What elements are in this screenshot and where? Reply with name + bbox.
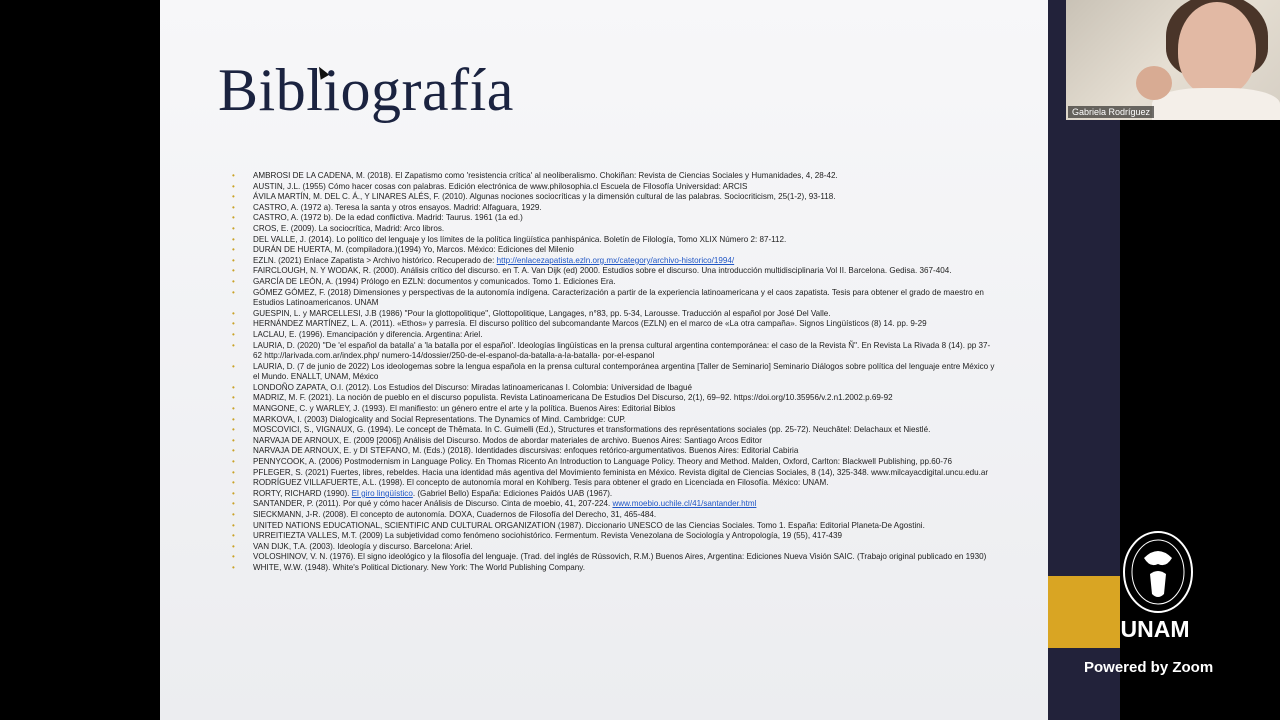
list-item: • PFLEGER, S. (2021) Fuertes, libres, rebeldes. Hacia una identidad más agentiva del Movimiento feminista en México. Revista digital de Ciencias Sociales, 8 (14), 325-348. www.milcayacdigital.uncu.edu.ar bbox=[232, 468, 997, 479]
list-item: • SANTANDER, P. (2011). Por qué y cómo hacer Análisis de Discurso. Cinta de moebio, 41, 207-224. www.moebio.uchile.cl/41/santander.html bbox=[232, 499, 997, 510]
list-item: • CASTRO, A. (1972 a). Teresa la santa y otros ensayos. Madrid: Alfaguara, 1929. bbox=[232, 203, 997, 214]
presentation-slide bbox=[160, 0, 1048, 720]
accent-block bbox=[1048, 576, 1120, 648]
list-item: • AUSTIN, J.L. (1955) Cómo hacer cosas con palabras. Edición electrónica de www.philosophia.cl Escuela de Filosofía Universidad: ARCIS bbox=[232, 182, 997, 193]
list-item: • NARVAJA DE ARNOUX, E. (2009 [2006]) Análisis del Discurso. Modos de abordar materiales de archivo. Buenos Aires: Santiago Arcos Editor bbox=[232, 436, 997, 447]
list-item: • GÓMEZ GÓMEZ, F. (2018) Dimensiones y perspectivas de la autonomía indígena. Caracterización a partir de la experiencia latinoamericana y el caos zapatista. Tesis para obtener el grado de maestro en Estudios Latinoamericanos. UNAM bbox=[232, 288, 997, 309]
unam-crest-icon bbox=[1120, 528, 1196, 616]
list-item: • RODRÍGUEZ VILLAFUERTE, A.L. (1998). El concepto de autonomía moral en Kohlberg. Tesis para obtener el grado en Licenciada en Filosofía. México: UNAM. bbox=[232, 478, 997, 489]
list-item: • MOSCOVICI, S., VIGNAUX, G. (1994). Le concept de Thêmata. In C. Guimelli (Ed.), Structures et transformations des représentations sociales (pp. 25-72). Neuchâtel: Delachaux et Niestlé. bbox=[232, 425, 997, 436]
bibliography-list bbox=[232, 171, 997, 574]
list-item: • FAIRCLOUGH, N. Y WODAK, R. (2000). Análisis crítico del discurso. en T. A. Van Dijk (ed) 2000. Estudios sobre el discurso. Una introducción multidisciplinaria Vol II. Barcelona. Gedisa. 367-404. bbox=[232, 266, 997, 277]
list-item: • NARVAJA DE ARNOUX, E. y DI STEFANO, M. (Eds.) (2018). Identidades discursivas: enfoques retórico-argumentativos. Buenos Aires: Editorial Cabiria bbox=[232, 446, 997, 457]
list-item: • DEL VALLE, J. (2014). Lo político del lenguaje y los límites de la política lingüística panhispánica. Boletín de Filología, Tomo XLIX Número 2: 87-112. bbox=[232, 235, 997, 246]
list-item: • VOLOSHINOV, V. N. (1976). El signo ideológico y la filosofía del lenguaje. (Trad. del inglés de Rússovich, R.M.) Buenos Aires, Argentina: Ediciones Nueva Visión SAIC. (Trabajo original publicado en 1930) bbox=[232, 552, 997, 563]
list-item: • MARKOVA, I. (2003) Dialogicality and Social Representations. The Dynamics of Mind. Cambridge: CUP. bbox=[232, 415, 997, 426]
video-sweater bbox=[1152, 88, 1280, 120]
video-hand bbox=[1136, 66, 1172, 100]
santander-link[interactable]: www.moebio.uchile.cl/41/santander.html bbox=[612, 499, 757, 509]
list-item: • CASTRO, A. (1972 b). De la edad conflictiva. Madrid: Taurus. 1961 (1a ed.) bbox=[232, 213, 997, 224]
list-item: • WHITE, W.W. (1948). White's Political Dictionary. New York: The World Publishing Company. bbox=[232, 563, 997, 574]
list-item: • LONDOÑO ZAPATA, O.I. (2012). Los Estudios del Discurso: Miradas latinoamericanas I. Colombia: Universidad de Ibagué bbox=[232, 383, 997, 394]
ezln-archive-link[interactable]: http://enlacezapatista.ezln.org.mx/category/archivo-historico/1994/ bbox=[496, 255, 735, 265]
list-item: • MADRIZ, M. F. (2021). La noción de pueblo en el discurso populista. Revista Latinoamericana De Estudios Del Discurso, 2(1), 69–92. https://doi.org/10.35956/v.2.n1.2002.p.69-92 bbox=[232, 393, 997, 404]
list-item: • VAN DIJK, T.A. (2003). Ideología y discurso. Barcelona: Ariel. bbox=[232, 542, 997, 553]
slide-title: Bibliografía bbox=[218, 57, 514, 123]
list-item: • GUESPIN, L. y MARCELLESI, J.B (1986) "Pour la glottopolitique", Glottopolitique, Langages, n°83, pp. 5-34, Larousse. Traducción al español por José Del Valle. bbox=[232, 309, 997, 320]
video-face bbox=[1178, 2, 1256, 96]
list-item: • ÁVILA MARTÍN, M. DEL C. Á., Y LINARES ALÉS, F. (2010). Algunas nociones sociocríticas y la dimensión cultural de las palabras. Sociocriticism, 25(1-2), 93-118. bbox=[232, 192, 997, 203]
list-item: • PENNYCOOK, A. (2006) Postmodernism in Language Policy. En Thomas Ricento An Introduction to Language Policy. Theory and Method. Malden, Oxford, Carlton: Blackwell Publishing, pp.60-76 bbox=[232, 457, 997, 468]
powered-by-label: Powered by Zoom bbox=[1084, 659, 1214, 676]
list-item: • AMBROSI DE LA CADENA, M. (2018). El Zapatismo como 'resistencia crítica' al neoliberalismo. Chokiñan: Revista de Ciencias Sociales y Humanidades, 4, 28-42. bbox=[232, 171, 997, 182]
list-item: • UNITED NATIONS EDUCATIONAL, SCIENTIFIC AND CULTURAL ORGANIZATION (1987). Diccionario UNESCO de las Ciencias Sociales. Tomo 1. España: Editorial Planeta-De Agostini. bbox=[232, 521, 997, 532]
rorty-link[interactable]: El giro lingüístico bbox=[351, 488, 413, 498]
participant-video[interactable] bbox=[1066, 0, 1280, 120]
list-item: • SIECKMANN, J-R. (2008). El concepto de autonomía. DOXA, Cuadernos de Filosofía del Derecho, 31, 465-484. bbox=[232, 510, 997, 521]
list-item: • URREITIEZTA VALLES, M.T. (2009) La subjetividad como fenómeno sociohistórico. Fermentum. Revista Venezolana de Sociología y Antropología, 19 (55), 417-439 bbox=[232, 531, 997, 542]
list-item: • LAURIA, D. (2020) "De 'el español da batalla' a 'la batalla por el español'. Ideologías lingüísticas en la prensa cultural argentina contemporánea: el caso de la Revista Ñ". En Revista La Rivada 8 (14). pp 37-62 http://larivada.com.ar/index.php/ numero-14/dossier/250-de-el-espanol-da-batalla-a-la-batalla- por-el-espanol bbox=[232, 341, 997, 362]
org-logo-text: UNAM bbox=[1120, 616, 1190, 642]
list-item: • MANGONE, C. y WARLEY, J. (1993). El manifiesto: un género entre el arte y la política. Buenos Aires: Editorial Biblos bbox=[232, 404, 997, 415]
participant-name: Gabriela Rodríguez bbox=[1068, 106, 1154, 118]
list-item: • EZLN. (2021) Enlace Zapatista > Archivo histórico. Recuperado de: http://enlacezapatista.ezln.org.mx/category/archivo-historico/1994/ bbox=[232, 256, 997, 267]
list-item: • CROS, E. (2009). La sociocrítica, Madrid: Arco libros. bbox=[232, 224, 997, 235]
list-item: • RORTY, RICHARD (1990). El giro lingüístico. (Gabriel Bello) España: Ediciones Paidós UAB (1967). bbox=[232, 489, 997, 500]
list-item: • HERNÁNDEZ MARTÍNEZ, L. A. (2011). «Ethos» y parresía. El discurso político del subcomandante Marcos (EZLN) en el marco de «La otra campaña». Signos Lingüísticos (8) 14. pp. 9-29 bbox=[232, 319, 997, 330]
list-item: • LACLAU, E. (1996). Emancipación y diferencia. Argentina: Ariel. bbox=[232, 330, 997, 341]
list-item: • GARCÍA DE LEÓN, A. (1994) Prólogo en EZLN: documentos y comunicados. Tomo 1. Ediciones Era. bbox=[232, 277, 997, 288]
list-item: • DURÁN DE HUERTA, M. (compiladora.)(1994) Yo, Marcos. México: Ediciones del Milenio bbox=[232, 245, 997, 256]
list-item: • LAURIA, D. (7 de junio de 2022) Los ideologemas sobre la lengua española en la prensa cultural contemporánea argentina [Taller de Seminario] Seminario Diálogos sobre política del lenguaje entre México y el Mundo. ENALLT, UNAM, México bbox=[232, 362, 997, 383]
